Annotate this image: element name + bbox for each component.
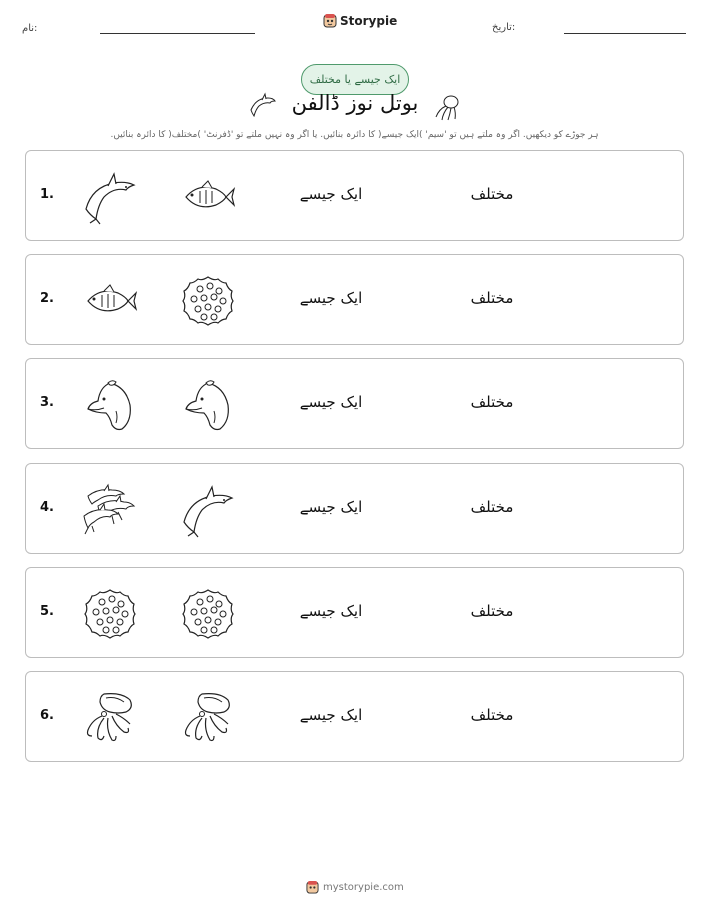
- different-option[interactable]: مختلف: [470, 289, 514, 307]
- sponge-icon: [180, 273, 236, 329]
- different-option[interactable]: مختلف: [470, 706, 514, 724]
- storypie-mascot-icon: [323, 13, 337, 29]
- row-number: 1.: [40, 187, 54, 202]
- sponge-icon: [180, 586, 236, 642]
- instructions: ہر جوڑے کو دیکھیں. اگر وہ ملتے ہیں تو 'سیم' )ایک جیسے( کا دائرہ بنائیں. یا اگر وہ نہیں ملتے تو 'ڈفرنٹ' )مختلف( کا دائرہ بنائیں.: [110, 130, 599, 140]
- brand-name: Storypie: [340, 14, 398, 28]
- date-label: تاریخ:: [492, 22, 516, 33]
- worksheet-row: [25, 150, 684, 241]
- date-line[interactable]: [564, 33, 686, 34]
- sponge-icon: [82, 586, 138, 642]
- fish-icon: [180, 169, 236, 225]
- dolphin-pod-icon: [82, 482, 138, 538]
- different-option[interactable]: مختلف: [470, 602, 514, 620]
- octopus-icon: [433, 93, 461, 121]
- same-option[interactable]: ایک جیسے: [299, 602, 363, 620]
- octopus-icon: [180, 690, 236, 746]
- same-option[interactable]: ایک جیسے: [299, 706, 363, 724]
- row-number: 5.: [40, 604, 54, 619]
- row-number: 2.: [40, 291, 54, 306]
- worksheet-row: [25, 358, 684, 449]
- row-number: 6.: [40, 708, 54, 723]
- dolphin-head-icon: [82, 377, 138, 433]
- dolphin-icon: [82, 169, 138, 225]
- worksheet-title: بوتل نوز ڈالفن: [291, 91, 419, 115]
- name-line[interactable]: [100, 33, 255, 34]
- same-option[interactable]: ایک جیسے: [299, 185, 363, 203]
- worksheet-row: [25, 671, 684, 762]
- row-number: 3.: [40, 395, 54, 410]
- dolphin-icon: [180, 482, 236, 538]
- dolphin-icon: [248, 92, 276, 120]
- different-option[interactable]: مختلف: [470, 393, 514, 411]
- footer-url[interactable]: mystorypie.com: [323, 882, 404, 893]
- fish-icon: [82, 273, 138, 329]
- octopus-icon: [82, 690, 138, 746]
- footer: [306, 880, 404, 895]
- row-number: 4.: [40, 500, 54, 515]
- storypie-mascot-icon: [306, 880, 319, 895]
- same-option[interactable]: ایک جیسے: [299, 289, 363, 307]
- different-option[interactable]: مختلف: [470, 185, 514, 203]
- worksheet-row: [25, 254, 684, 345]
- worksheet-row: [25, 463, 684, 554]
- activity-badge: ایک جیسے یا مختلف: [301, 64, 409, 95]
- name-label: نام:: [22, 23, 38, 34]
- brand-logo: [323, 13, 397, 29]
- same-option[interactable]: ایک جیسے: [299, 498, 363, 516]
- same-option[interactable]: ایک جیسے: [299, 393, 363, 411]
- worksheet-row: [25, 567, 684, 658]
- different-option[interactable]: مختلف: [470, 498, 514, 516]
- dolphin-head-icon: [180, 377, 236, 433]
